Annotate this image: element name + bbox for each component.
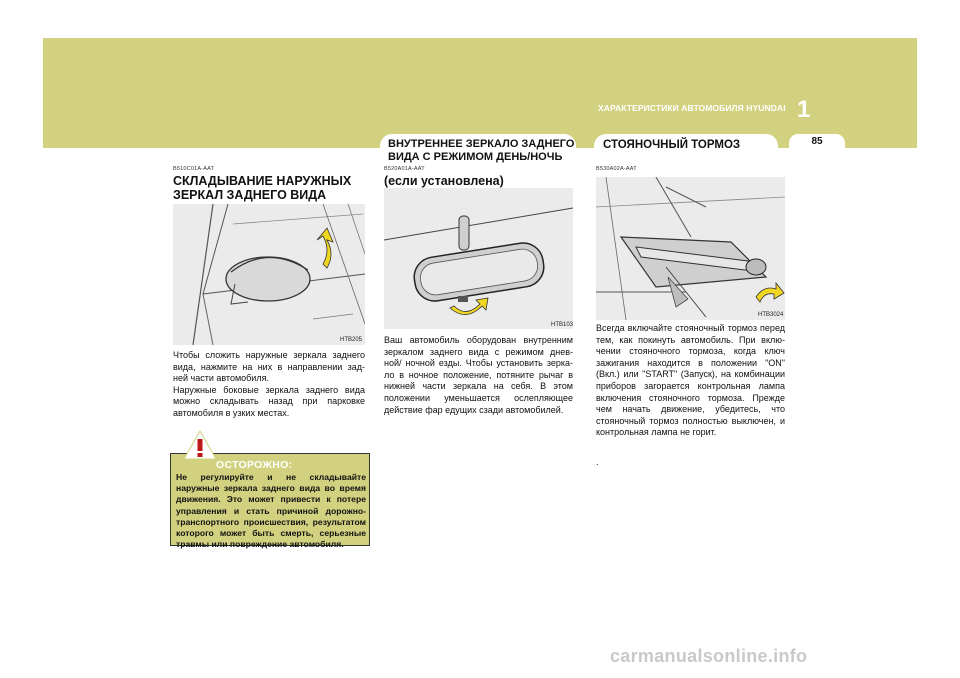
header-band xyxy=(43,38,917,148)
inside-mirror-illustration xyxy=(384,188,573,329)
tab-parking-brake-label: СТОЯНОЧНЫЙ ТОРМОЗ xyxy=(603,139,741,151)
chapter-title: ХАРАКТЕРИСТИКИ АВТОМОБИЛЯ HYUNDAI xyxy=(598,103,786,113)
outside-mirror-illustration xyxy=(173,204,365,345)
paragraph-parking: Наружные боковые зеркала заднего вида можно складывать назад при парковке автомобиля в узких местах. xyxy=(173,384,365,418)
warning-title: ОСТОРОЖНО: xyxy=(216,459,293,471)
trailing-mark: . xyxy=(596,457,599,467)
image-code: HTB103 xyxy=(551,322,574,328)
exclamation-triangle-icon xyxy=(183,430,217,460)
watermark: carmanualsonline.info xyxy=(610,646,808,666)
section-heading: (если установлена) xyxy=(384,174,504,188)
warning-box xyxy=(170,453,370,550)
body-paragraph: Всегда включайте стояночный тормоз перед тем, как покинуть автомобиль. При вклю- чении стояночного тормоза, когда ключ зажигания находится в положении "ON" (Вкл.) или "START" (Запуск), на комбинации приборов загорается контрольная лампа включения стояночного тормоза. Прежде чем начать движение, убедитесь, что стояночный тормоз полностью выключен, и контрольная лампа не горит. xyxy=(596,323,785,438)
body-paragraph xyxy=(173,350,365,420)
tab-mirror-day-night-line2: ВИДА С РЕЖИМОМ ДЕНЬ/НОЧЬ xyxy=(388,151,563,163)
paragraph-folding: Чтобы сложить наружные зеркала заднего вида, нажмите на них в направлении зад- ней части автомобиля. xyxy=(173,350,365,384)
body-paragraph: Ваш автомобиль оборудован внутренним зеркалом заднего вида с режимом днев- ной/ ночной езды. Чтобы установить зерка- ло в ночное положение, потяните рычаг в нижней части зеркала на себя. В этом положении уменьшается ослепляющее действие фар едущих сзади автомобилей. xyxy=(384,335,573,415)
tab-mirror-day-night-line1: ВНУТРЕННЕЕ ЗЕРКАЛО ЗАДНЕГО xyxy=(388,138,575,150)
section-code: B530A02A-AAT xyxy=(596,166,637,172)
section-heading-line1: СКЛАДЫВАНИЕ НАРУЖНЫХ xyxy=(173,174,352,188)
chapter-number: 1 xyxy=(797,96,811,123)
parking-brake-illustration xyxy=(596,177,785,320)
image-code: HTB205 xyxy=(340,337,363,343)
section-heading-line2: ЗЕРКАЛ ЗАДНЕГО ВИДА xyxy=(173,188,327,202)
image-code: HTB3024 xyxy=(758,312,784,318)
warning-text: Не регулируйте и не складывайте наружные зеркала заднего вида во время движения. Это может привести к потере управления и стать причиной дорожно-транспортного происшествия, результатом которого может быть смерть, серьезные травмы или повреждение автомобиля. xyxy=(176,472,366,550)
section-code: B520A01A-AAT xyxy=(384,166,425,172)
section-code: B510C01A-AAT xyxy=(173,166,215,172)
page-number: 85 xyxy=(811,136,823,147)
